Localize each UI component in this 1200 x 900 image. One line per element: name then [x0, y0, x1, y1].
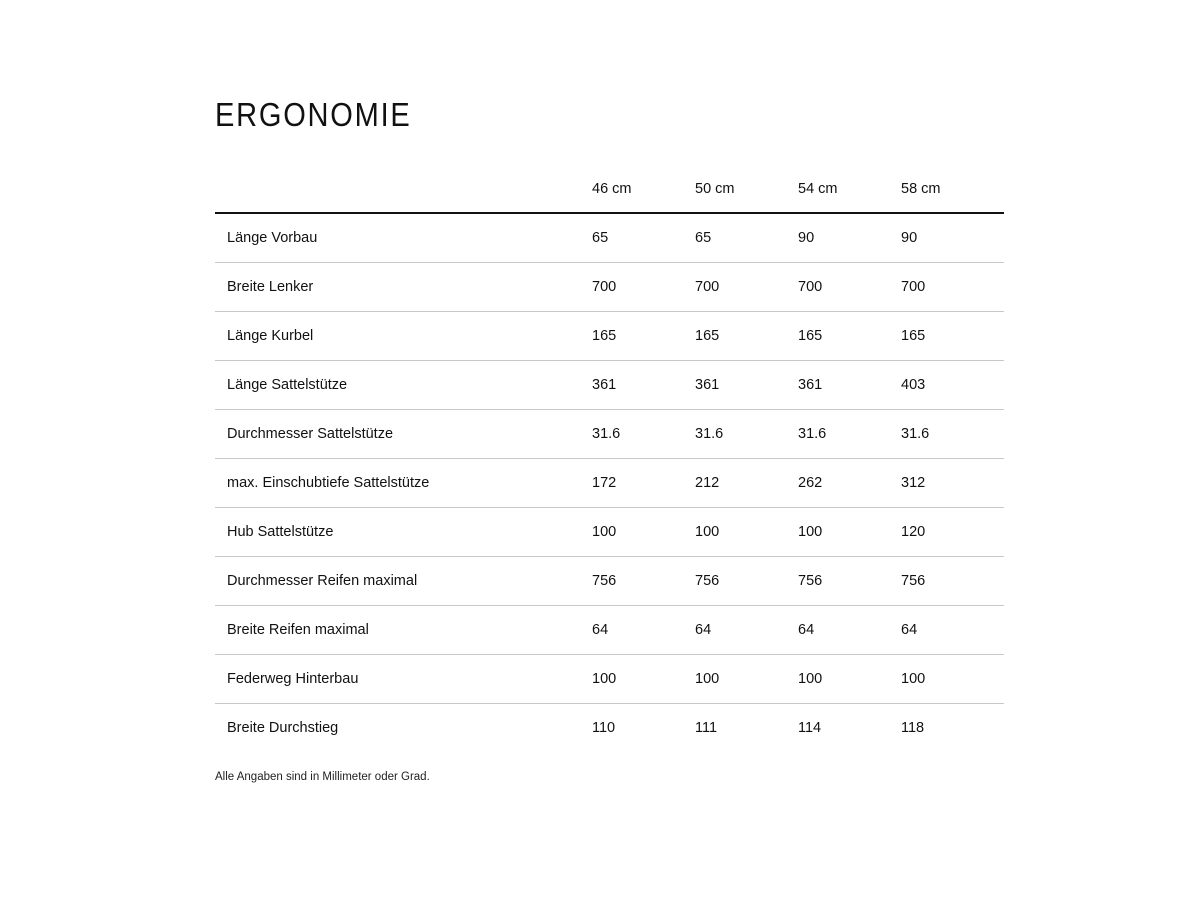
- value-cell: 31.6: [901, 410, 1004, 459]
- units-footnote: Alle Angaben sind in Millimeter oder Grad.: [215, 771, 430, 783]
- table-row: [215, 557, 1004, 606]
- value-cell: 262: [798, 459, 901, 508]
- value-cell: 64: [695, 606, 798, 655]
- value-cell: 100: [695, 508, 798, 557]
- value-cell: 120: [901, 508, 1004, 557]
- value-cell: 31.6: [592, 410, 695, 459]
- value-cell: 756: [695, 557, 798, 606]
- size-column-header: 54 cm: [798, 165, 901, 213]
- value-cell: 361: [592, 361, 695, 410]
- value-cell: 64: [901, 606, 1004, 655]
- value-cell: 64: [592, 606, 695, 655]
- table-row: [215, 312, 1004, 361]
- table-row: [215, 508, 1004, 557]
- value-cell: 165: [592, 312, 695, 361]
- value-cell: 361: [798, 361, 901, 410]
- header-label-empty: [215, 165, 592, 213]
- value-cell: 90: [798, 213, 901, 263]
- row-label: max. Einschubtiefe Sattelstütze: [215, 459, 592, 508]
- value-cell: 100: [798, 655, 901, 704]
- table-row: [215, 361, 1004, 410]
- row-label: Breite Lenker: [215, 263, 592, 312]
- value-cell: 31.6: [695, 410, 798, 459]
- value-cell: 110: [592, 720, 616, 736]
- value-cell: 756: [798, 557, 901, 606]
- table-row: [215, 263, 1004, 312]
- value-cell: 312: [901, 459, 1004, 508]
- value-cell: 165: [695, 312, 798, 361]
- row-label: Länge Sattelstütze: [215, 361, 592, 410]
- table-row: [215, 704, 1004, 753]
- value-cell: 64: [798, 606, 901, 655]
- value-cell: 700: [695, 263, 798, 312]
- value-cell: 65: [592, 213, 695, 263]
- size-column-header: 46 cm: [592, 165, 695, 213]
- row-label: Durchmesser Sattelstütze: [215, 410, 592, 459]
- value-cell: 65: [695, 213, 798, 263]
- table-row: [215, 459, 1004, 508]
- value-cell: 100: [901, 655, 1004, 704]
- ergonomics-table: [215, 165, 1004, 752]
- value-cell: 100: [592, 655, 695, 704]
- value-cell: 756: [592, 557, 695, 606]
- value-cell: 700: [798, 263, 901, 312]
- row-label: Hub Sattelstütze: [215, 508, 592, 557]
- value-cell: 31.6: [798, 410, 901, 459]
- value-cell: 700: [901, 263, 1004, 312]
- table-header: [215, 165, 1004, 213]
- table-row: [215, 213, 1004, 263]
- value-cell: 172: [592, 459, 695, 508]
- value-cell: 100: [695, 655, 798, 704]
- row-label: Breite Durchstieg: [227, 720, 339, 736]
- size-column-header: 58 cm: [901, 165, 1004, 213]
- row-label: Durchmesser Reifen maximal: [215, 557, 592, 606]
- value-cell: 361: [695, 361, 798, 410]
- table-row: [215, 410, 1004, 459]
- table-row: [215, 655, 1004, 704]
- value-cell: 403: [901, 361, 1004, 410]
- header-row: [215, 165, 1004, 213]
- value-cell: 111: [695, 720, 718, 736]
- row-label: Federweg Hinterbau: [215, 655, 592, 704]
- row-label: Länge Vorbau: [215, 213, 592, 263]
- value-cell: 90: [901, 213, 1004, 263]
- value-cell: 114: [798, 720, 822, 736]
- value-cell: 700: [592, 263, 695, 312]
- size-column-header: 50 cm: [695, 165, 798, 213]
- section-title: ERGONOMIE: [215, 96, 412, 133]
- value-cell: 100: [798, 508, 901, 557]
- table-row: [215, 606, 1004, 655]
- table-body: [215, 213, 1004, 752]
- value-cell: 100: [592, 508, 695, 557]
- value-cell: 165: [901, 312, 1004, 361]
- value-cell: 756: [901, 557, 1004, 606]
- value-cell: 212: [695, 459, 798, 508]
- row-label: Länge Kurbel: [215, 312, 592, 361]
- value-cell: 118: [901, 720, 925, 736]
- value-cell: 165: [798, 312, 901, 361]
- row-label: Breite Reifen maximal: [215, 606, 592, 655]
